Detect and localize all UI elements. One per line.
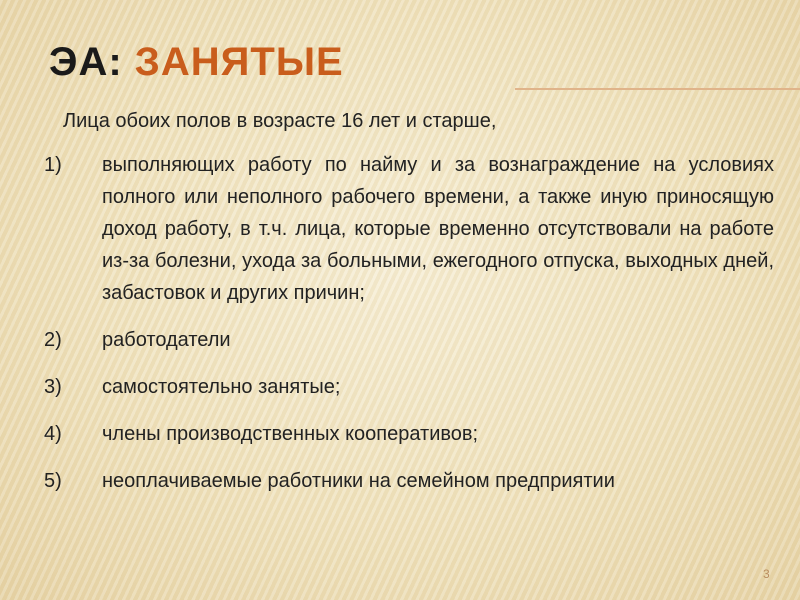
list-item <box>44 465 774 497</box>
list-item-text: работодатели <box>102 329 231 351</box>
intro-text: Лица обоих полов в возрасте 16 лет и старше, <box>63 110 497 132</box>
page-number: 3 <box>763 567 770 581</box>
list-item <box>44 418 774 450</box>
list-item <box>44 324 774 356</box>
list-item-number: 4) <box>44 423 62 445</box>
list-item-number: 1) <box>44 154 62 176</box>
title-divider <box>515 88 800 90</box>
list-item-text: самостоятельно занятые; <box>102 376 341 398</box>
list-item-text: неоплачиваемые работники на семейном предприятии <box>102 470 615 492</box>
slide-title <box>49 40 344 84</box>
list-item-number: 2) <box>44 329 62 351</box>
list-item <box>44 149 774 309</box>
title-prefix: ЭА: <box>49 40 123 84</box>
list-item-text: выполняющих работу по найму и за вознаграждение на условиях полного или неполного рабочего времени, а также иную приносящую доход работу, в т.ч. лица, которые временно отсутствовали на работе из-за болезни, ухода за больными, ежегодного отпуска, выходных дней, забастовок и других причин; <box>102 154 774 304</box>
list-item-text: члены производственных кооперативов; <box>102 423 479 445</box>
list-item-number: 3) <box>44 376 62 398</box>
title-accent: ЗАНЯТЫЕ <box>134 40 344 84</box>
list-item <box>44 371 774 403</box>
definition-list <box>44 149 774 512</box>
list-item-number: 5) <box>44 470 62 492</box>
